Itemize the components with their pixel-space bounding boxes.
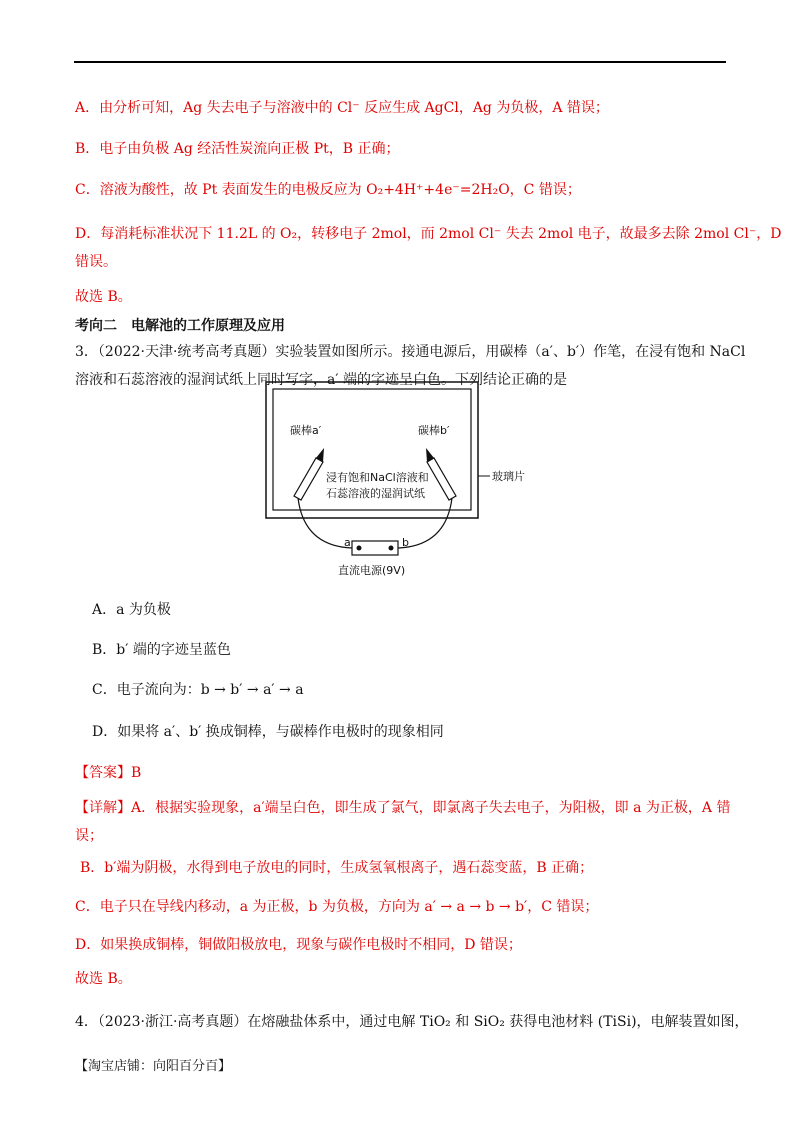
glass-label: 玻璃片 [492, 470, 525, 483]
paper-label-line1: 浸有饱和NaCl溶液和 [326, 471, 429, 484]
analysis-option-d-line1: D．每消耗标准状况下 11.2L 的 O₂，转移电子 2mol，而 2mol Cl⁻ 失去 2mol 电子，故最多去除 2mol Cl⁻，D [75, 226, 782, 242]
explanation-a-line2: 误； [75, 828, 103, 844]
explanation-c: C．电子只在导线内移动，a 为正极，b 为负极，方向为 a′ → a → b → b′，C 错误； [75, 899, 599, 915]
explanation-d: D．如果换成铜棒，铜做阳极放电，现象与碳作电极时不相同，D 错误； [75, 937, 522, 953]
terminal-b-dot [389, 546, 394, 551]
power-supply-label: 直流电源(9V) [338, 564, 406, 577]
question3-option-b[interactable]: B．b′ 端的字迹呈蓝色 [92, 642, 231, 658]
terminal-a-dot [357, 546, 362, 551]
analysis-option-b: B．电子由负极 Ag 经活性炭流向正极 Pt，B 正确； [75, 141, 400, 157]
carbon-rod-b [426, 448, 456, 500]
question3-option-d[interactable]: D．如果将 a′、b′ 换成铜棒，与碳棒作电极时的现象相同 [92, 724, 444, 740]
header-rule [74, 61, 726, 63]
footer-shop-label: 【淘宝店铺：向阳百分百】 [75, 1059, 232, 1074]
paper-label-line2: 石蕊溶液的湿润试纸 [326, 487, 425, 500]
terminal-b-label: b [402, 536, 409, 549]
question3-stem-line1: 3．（2022·天津·统考高考真题）实验装置如图所示。接通电源后，用碳棒（a′、b′）作笔，在浸有饱和 NaCl [75, 344, 746, 360]
explanation-conclusion: 故选 B。 [75, 971, 132, 987]
question3-option-a[interactable]: A．a 为负极 [92, 602, 171, 618]
analysis-option-c: C．溶液为酸性，故 Pt 表面发生的电极反应为 O₂+4H⁺+4e⁻=2H₂O，C 错误； [75, 182, 581, 198]
analysis-option-a: A．由分析可知，Ag 失去电子与溶液中的 Cl⁻ 反应生成 AgCl，Ag 为负极，A 错误； [75, 100, 609, 116]
question4-stem: 4．（2023·浙江·高考真题）在熔融盐体系中，通过电解 TiO₂ 和 SiO₂ 获得电池材料 (TiSi)，电解装置如图， [75, 1014, 749, 1030]
rod-a-label: 碳棒a′ [290, 424, 322, 437]
electrolysis-diagram [260, 378, 550, 583]
explanation-b: B．b′端为阴极，水得到电子放电的同时，生成氢氧根离子，遇石蕊变蓝，B 正确； [80, 860, 594, 876]
question3-option-c[interactable]: C．电子流向为：b → b′ → a′ → a [92, 682, 304, 698]
explanation-a-line1: 【详解】A．根据实验现象，a′端呈白色，即生成了氯气，即氯离子失去电子，为阳极，即 a 为正极，A 错 [75, 800, 731, 816]
question3-stem-line2: 溶液和石蕊溶液的湿润试纸上同时写字，a′ 端的字迹呈白色。下列结论正确的是 [75, 372, 567, 388]
analysis-conclusion: 故选 B。 [75, 289, 132, 305]
section-heading: 考向二 电解池的工作原理及应用 [75, 318, 285, 334]
analysis-option-d-line2: 错误。 [75, 254, 117, 270]
question3-answer: 【答案】B [75, 765, 142, 781]
carbon-rod-a [294, 448, 324, 500]
terminal-a-label: a [344, 536, 351, 549]
rod-b-label: 碳棒b′ [418, 424, 450, 437]
